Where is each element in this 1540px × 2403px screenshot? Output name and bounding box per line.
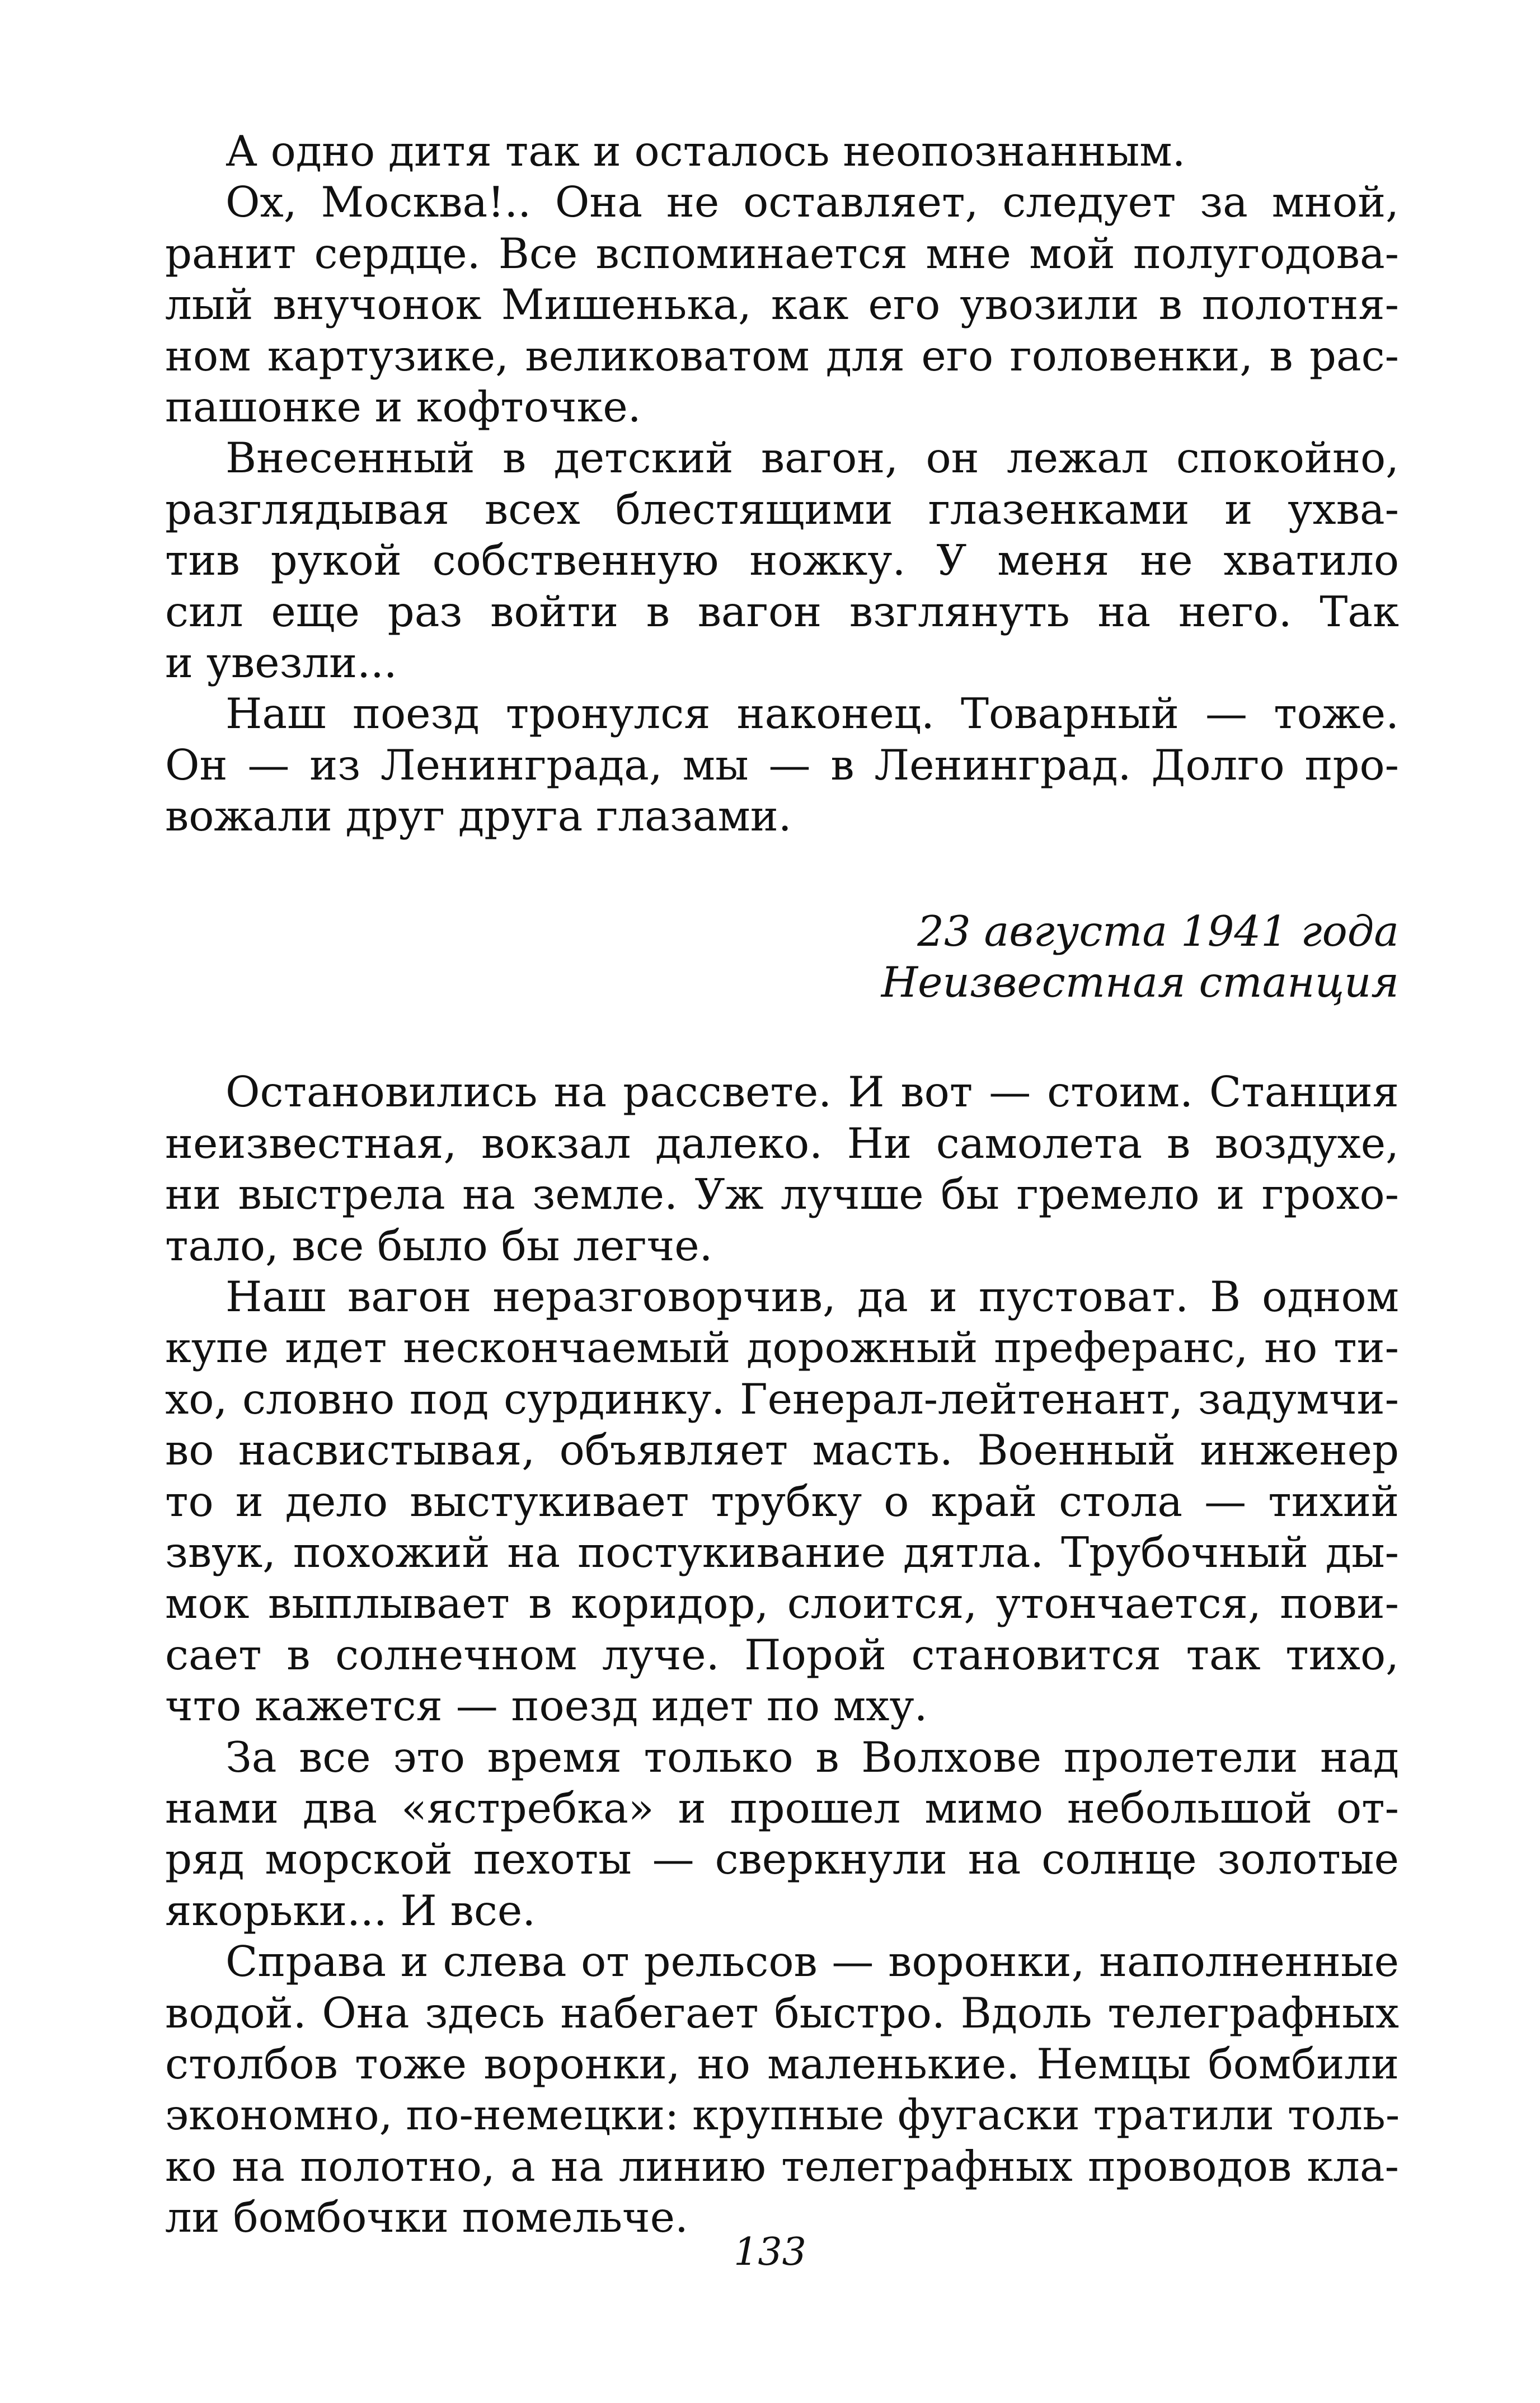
entry-date: 23 августа 1941 года [917, 907, 1399, 956]
text-line: Он — из Ленинграда, мы — в Ленинград. Долго про- [165, 740, 1399, 790]
text-column [165, 126, 1399, 2243]
paragraph [165, 1936, 1399, 2243]
text-line: и увезли... [165, 637, 397, 687]
text-line: что кажется — поезд идет по мху. [165, 1681, 928, 1731]
text-line: лый внучонок Мишенька, как его увозили в полотня- [165, 280, 1399, 330]
text-line: вожали друг друга глазами. [165, 791, 792, 841]
text-line: во насвистывая, объявляет масть. Военный инженер [165, 1425, 1399, 1475]
text-line: ряд морской пехоты — сверкнули на солнце золотые [165, 1834, 1399, 1884]
text-line: Внесенный в детский вагон, он лежал спокойно, [226, 433, 1399, 483]
text-line: разглядывая всех блестящими глазенками и ухва- [165, 484, 1399, 534]
text-line: ни выстрела на земле. Уж лучше бы гремело и грохо- [165, 1170, 1399, 1219]
text-line: водой. Она здесь набегает быстро. Вдоль телеграфных [165, 1988, 1399, 2038]
paragraphs-top [165, 126, 1399, 842]
paragraph [165, 688, 1399, 842]
text-line: столбов тоже воронки, но маленькие. Немцы бомбили [165, 2039, 1399, 2088]
text-line: Справа и слева от рельсов — воронки, наполненные [226, 1937, 1399, 1987]
text-line: тало, все было бы легче. [165, 1221, 713, 1270]
text-line: якорьки... И все. [165, 1885, 536, 1935]
text-line: звук, похожий на постукивание дятла. Трубочный ды- [165, 1527, 1399, 1577]
text-line: хо, словно под сурдинку. Генерал-лейтенант, задумчи- [165, 1374, 1399, 1424]
text-line: Наш вагон неразговорчив, да и пустоват. В одном [226, 1272, 1399, 1322]
text-line: ном картузике, великоватом для его головенки, в рас- [165, 331, 1399, 381]
text-line: неизвестная, вокзал далеко. Ни самолета в воздухе, [165, 1118, 1399, 1168]
text-line: сил еще раз войти в вагон взглянуть на него. Так [165, 586, 1399, 636]
paragraph [165, 1732, 1399, 1937]
diary-entry-header [165, 906, 1399, 1008]
paragraph [165, 1067, 1399, 1271]
paragraph [165, 1271, 1399, 1732]
text-line: ко на полотно, а на линию телеграфных проводов кла- [165, 2141, 1399, 2191]
text-line: купе идет нескончаемый дорожный преферанс, но ти- [165, 1323, 1399, 1373]
paragraph [165, 433, 1399, 688]
paragraphs-bottom [165, 1067, 1399, 2243]
text-line: пашонке и кофточке. [165, 382, 641, 431]
text-line: ли бомбочки помельче. [165, 2193, 688, 2242]
entry-place: Неизвестная станция [881, 958, 1399, 1007]
text-line: Наш поезд тронулся наконец. Товарный — тоже. [226, 689, 1399, 739]
text-line: то и дело выстукивает трубку о край стола — тихий [165, 1476, 1399, 1526]
paragraph [165, 126, 1399, 177]
paragraph [165, 177, 1399, 433]
text-line: экономно, по-немецки: крупные фугаски тратили толь- [165, 2090, 1400, 2140]
text-line: А одно дитя так и осталось неопознанным. [226, 126, 1186, 176]
text-line: ранит сердце. Все вспоминается мне мой полугодова- [165, 228, 1399, 278]
text-line: нами два «ястребка» и прошел мимо небольшой от- [165, 1783, 1399, 1833]
text-line: Ох, Москва!.. Она не оставляет, следует за мной, [226, 177, 1399, 227]
text-line: сает в солнечном луче. Порой становится так тихо, [165, 1630, 1399, 1679]
text-line: Остановились на рассвете. И вот — стоим. Станция [226, 1067, 1399, 1117]
page-number: 133 [734, 2230, 806, 2274]
text-line: мок выплывает в коридор, слоится, утончается, пови- [165, 1579, 1399, 1628]
text-line: За все это время только в Волхове пролетели над [226, 1732, 1399, 1782]
text-line: тив рукой собственную ножку. У меня не хватило [165, 536, 1399, 585]
